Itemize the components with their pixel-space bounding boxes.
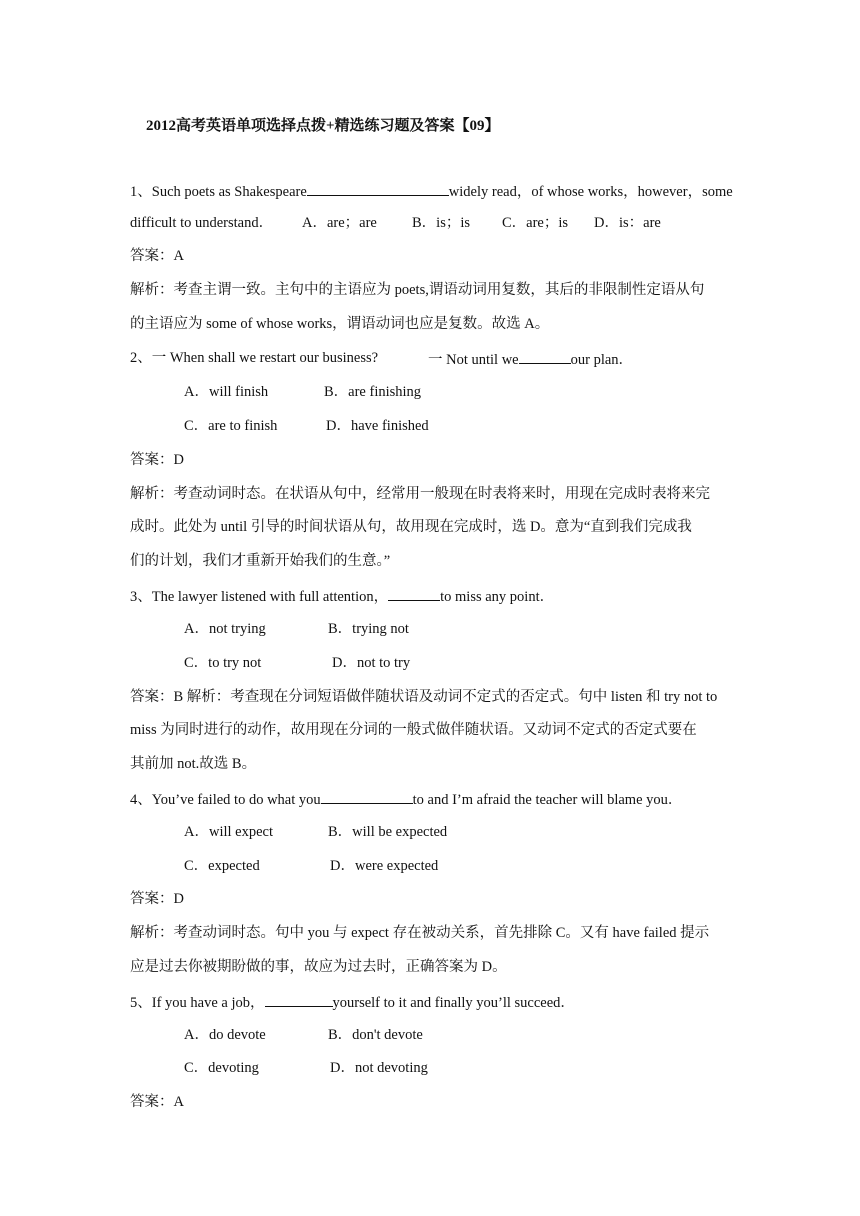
question-1-text-end: difficult to understand． <box>130 215 274 231</box>
question-3-analysis-1: 答案：B 解析：考查现在分词短语做伴随状语及动词不定式的否定式。句中 listen 和 try not to <box>130 689 718 705</box>
question-2-analysis-3: 们的计划，我们才重新开始我们的生意。” <box>130 553 391 569</box>
question-1-line-1 <box>130 180 732 202</box>
question-2-option-b: B．are finishing <box>324 384 422 400</box>
question-4-answer: 答案：D <box>130 891 184 907</box>
question-3-text-post: to miss any point． <box>440 589 555 605</box>
question-5-line-1 <box>130 991 732 1013</box>
question-3-option-a: A．not trying <box>184 621 266 637</box>
question-4-option-a: A．will expect <box>184 824 273 840</box>
question-3-line-1 <box>130 585 732 607</box>
question-5-option-c: C．devoting <box>184 1060 259 1076</box>
question-3-option-b: B．trying not <box>328 621 409 637</box>
question-5-option-b: B．don't devote <box>328 1027 423 1043</box>
question-1-text-pre: 1、Such poets as Shakespeare <box>130 184 307 200</box>
question-5-text-post: yourself to it and finally you’ll succeed． <box>332 995 575 1011</box>
question-3-analysis-3: 其前加 not.故选 B。 <box>130 756 257 772</box>
question-4-option-b: B．will be expected <box>328 824 448 840</box>
question-1-analysis-2: 的主语应为 some of whose works，谓语动词也应是复数。故选 A。 <box>130 316 550 332</box>
question-2-option-d: D．have finished <box>326 418 429 434</box>
question-5-answer: 答案：A <box>130 1094 184 1110</box>
question-2-option-a: A．will finish <box>184 384 269 400</box>
question-4-text-pre: 4、You’ve failed to do what you <box>130 792 321 808</box>
question-5-option-d: D．not devoting <box>330 1060 428 1076</box>
question-1-option-b: B．is；is <box>412 215 471 231</box>
question-2-analysis-2: 成时。此处为 until 引导的时间状语从句，故用现在完成时，选 D。意为“直到我们完成我 <box>130 519 692 535</box>
question-2-blank <box>519 348 571 364</box>
question-4-option-d: D．were expected <box>330 858 439 874</box>
question-3-blank <box>388 585 440 601</box>
question-1-option-a: A．are；are <box>302 215 377 231</box>
question-1-blank <box>307 180 449 196</box>
question-3-option-c: C．to try not <box>184 655 262 671</box>
question-2-line-1-reply <box>428 348 633 370</box>
question-5-option-a: A．do devote <box>184 1027 266 1043</box>
document-title: 2012高考英语单项选择点拨+精选练习题及答案【09】 <box>146 118 500 134</box>
question-4-analysis-2: 应是过去你被期盼做的事，故应为过去时，正确答案为 D。 <box>130 959 507 975</box>
question-2-text-post: our plan． <box>570 352 634 368</box>
question-3-text-pre: 3、The lawyer listened with full attention， <box>130 589 389 605</box>
question-1-analysis-1: 解析：考查主谓一致。主句中的主语应为 poets,谓语动词用复数，其后的非限制性定语从句 <box>130 282 705 298</box>
question-4-option-c: C．expected <box>184 858 260 874</box>
question-1-answer: 答案：A <box>130 248 184 264</box>
question-4-text-post: to and I’m afraid the teacher will blame you． <box>412 792 683 808</box>
question-4-line-1 <box>130 788 732 810</box>
question-1-option-c: C．are；is <box>502 215 569 231</box>
question-2-analysis-1: 解析：考查动词时态。在状语从句中，经常用一般现在时表将来时，用现在完成时表将来完 <box>130 486 710 502</box>
question-1-option-d: D．is：are <box>594 215 661 231</box>
question-4-analysis-1: 解析：考查动词时态。句中 you 与 expect 存在被动关系，首先排除 C。又有 have failed 提示 <box>130 925 710 941</box>
question-2-answer: 答案：D <box>130 452 184 468</box>
question-3-analysis-2: miss 为同时进行的动作，故用现在分词的一般式做伴随状语。又动词不定式的否定式要在 <box>130 722 697 738</box>
question-3-option-d: D．not to try <box>332 655 411 671</box>
question-5-text-pre: 5、If you have a job， <box>130 995 265 1011</box>
question-4-blank <box>321 788 413 804</box>
question-2-option-c: C．are to finish <box>184 418 278 434</box>
question-1-text-post: widely read，of whose works，however，some <box>448 184 733 200</box>
question-5-blank <box>265 991 333 1007</box>
question-2-text-pre: 一 Not until we <box>428 352 519 368</box>
question-2-text-part-1: 2、一 When shall we restart our business? <box>130 350 379 366</box>
